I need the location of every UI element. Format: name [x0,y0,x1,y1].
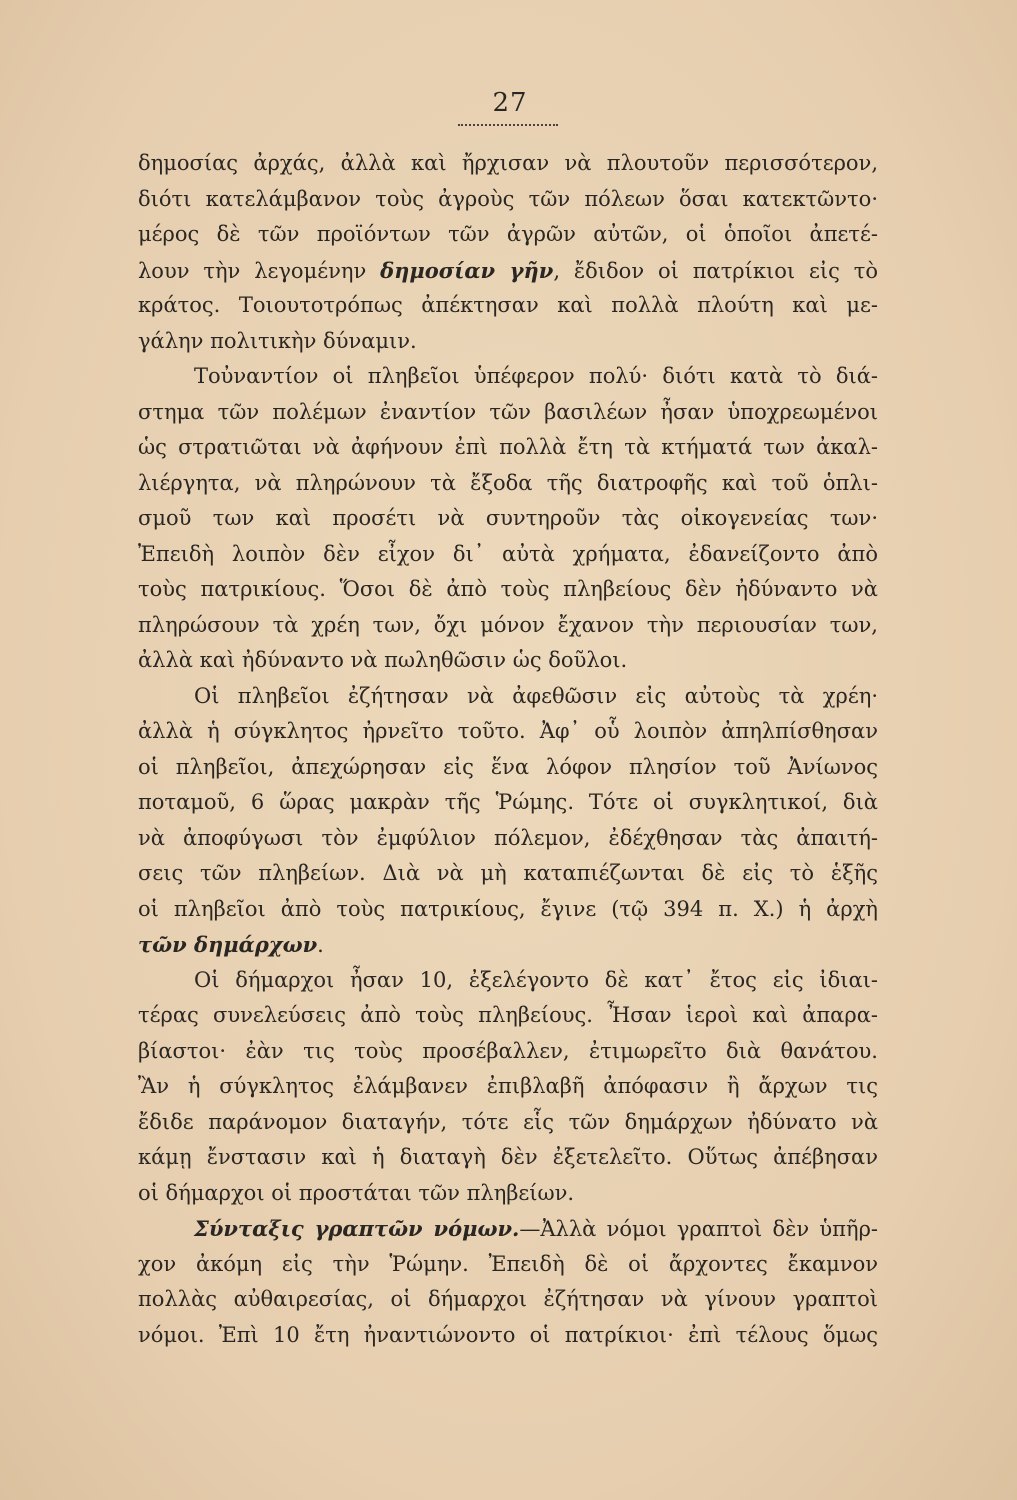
text-line: πληρώσουν τὰ χρέη των, ὄχι μόνον ἔχανον τὴν περιουσίαν των, [138,612,878,637]
text-line: νὰ ἀποφύγωσι τὸν ἐμφύλιον πόλεμον, ἐδέχθησαν τὰς ἀπαιτή- [138,825,878,850]
text-line: τέρας συνελεύσεις ἀπὸ τοὺς πληβείους. Ἦσαν ἱεροὶ καὶ ἀπαρα- [138,1003,878,1027]
text-line: δημοσίας ἀρχάς, ἀλλὰ καὶ ἤρχισαν νὰ πλουτοῦν περισσότερον, [138,151,878,175]
text-line: οἱ πληβεῖοι ἀπὸ τοὺς πατρικίους, ἔγινε (τῷ 394 π. Χ.) ἡ ἀρχὴ [138,896,878,921]
text-line: οἱ δήμαρχοι οἱ προστάται τῶν πληβείων. [138,1180,575,1205]
text-line: νόμοι. Ἐπὶ 10 ἔτη ἠναντιώνοντο οἱ πατρίκιοι· ἐπὶ τέλους ὅμως [138,1322,878,1347]
text-line: ὡς στρατιῶται νὰ ἀφήνουν ἐπὶ πολλὰ ἔτη τὰ κτήματά των ἀκαλ- [138,435,878,459]
text-line [138,253,878,289]
text-line: Οἱ πληβεῖοι ἐζήτησαν νὰ ἀφεθῶσιν εἰς αὐτοὺς τὰ χρέη· [194,683,878,708]
text-line: διότι κατελάμβανον τοὺς ἀγροὺς τῶν πόλεων ὅσαι κατεκτῶντο· [138,186,878,211]
text-line: ἔδιδε παράνομον διαταγήν, τότε εἷς τῶν δημάρχων ἠδύνατο νὰ [138,1109,878,1134]
text-segment: . [317,933,324,957]
text-line [138,1211,878,1247]
page-number: 27 [492,88,528,118]
text-line: οἱ πληβεῖοι, ἀπεχώρησαν εἰς ἕνα λόφον πλησίον τοῦ Ἀνίωνος [138,754,878,779]
emphasized-term: τῶν δημάρχων [138,932,318,957]
text-line: πολλὰς αὐθαιρεσίας, οἱ δήμαρχοι ἐζήτησαν νὰ γίνουν γραπτοὶ [138,1287,878,1311]
text-line: γάλην πολιτικὴν δύναμιν. [138,328,417,353]
text-line: ἀλλὰ καὶ ἠδύναντο νὰ πωληθῶσιν ὡς δοῦλοι. [138,648,628,672]
text-line: Οἱ δήμαρχοι ἦσαν 10, ἐξελέγοντο δὲ κατ᾽ ἔτος εἰς ἰδιαι- [194,967,878,992]
text-line: Ἂν ἡ σύγκλητος ἐλάμβανεν ἐπιβλαβῆ ἀπόφασιν ἢ ἄρχων τις [138,1074,878,1098]
text-line: ποταμοῦ, 6 ὥρας μακρὰν τῆς Ῥώμης. Τότε οἱ συγκλητικοί, διὰ [138,790,878,814]
text-segment: , ἔδιδον οἱ πατρίκιοι εἰς τὸ [553,258,879,283]
text-line: χον ἀκόμη εἰς τὴν Ῥώμην. Ἐπειδὴ δὲ οἱ ἄρχοντες ἔκαμνον [138,1251,878,1276]
text-line: τοὺς πατρικίους. Ὅσοι δὲ ἀπὸ τοὺς πληβείους δὲν ἠδύναντο νὰ [138,577,878,601]
text-line: μέρος δὲ τῶν προϊόντων τῶν ἀγρῶν αὐτῶν, οἱ ὁποῖοι ἀπετέ- [138,222,878,246]
page-number-rule [458,124,558,126]
text-line: στημα τῶν πολέμων ἐναντίον τῶν βασιλέων ἦσαν ὑποχρεωμένοι [138,399,878,424]
text-line [138,927,878,963]
text-segment: λουν τὴν λεγομένην [138,258,381,283]
text-line: Ἐπειδὴ λοιπὸν δὲν εἶχον δι᾽ αὐτὰ χρήματα, ἐδανείζοντο ἀπὸ [138,541,878,566]
body-text [138,146,878,1353]
text-line: σμοῦ των καὶ προσέτι νὰ συντηροῦν τὰς οἰκογενείας των· [138,506,878,530]
emphasized-term: Σύνταξις γραπτῶν νόμων. [194,1216,520,1241]
text-line: σεις τῶν πληβείων. Διὰ νὰ μὴ καταπιέζωνται δὲ εἰς τὸ ἑξῆς [138,861,878,885]
text-segment: —Ἀλλὰ νόμοι γραπτοὶ δὲν ὑπῆρ- [519,1217,879,1241]
emphasized-term: δημοσίαν γῆν [380,257,554,283]
text-line: Τοὐναντίον οἱ πληβεῖοι ὑπέφερον πολύ· διότι κατὰ τὸ διά- [194,364,878,388]
text-line: ἀλλὰ ἡ σύγκλητος ἠρνεῖτο τοῦτο. Ἀφ᾽ οὗ λοιπὸν ἀπηλπίσθησαν [138,719,878,743]
text-line: βίαστοι· ἐὰν τις τοὺς προσέβαλλεν, ἐτιμωρεῖτο διὰ θανάτου. [138,1038,878,1063]
text-line: κάμῃ ἔνστασιν καὶ ἡ διαταγὴ δὲν ἐξετελεῖτο. Οὕτως ἀπέβησαν [138,1145,878,1169]
text-line: κράτος. Τοιουτοτρόπως ἀπέκτησαν καὶ πολλὰ πλούτη καὶ με- [138,293,878,317]
text-line: λιέργητα, νὰ πληρώνουν τὰ ἔξοδα τῆς διατροφῆς καὶ τοῦ ὁπλι- [138,470,878,495]
